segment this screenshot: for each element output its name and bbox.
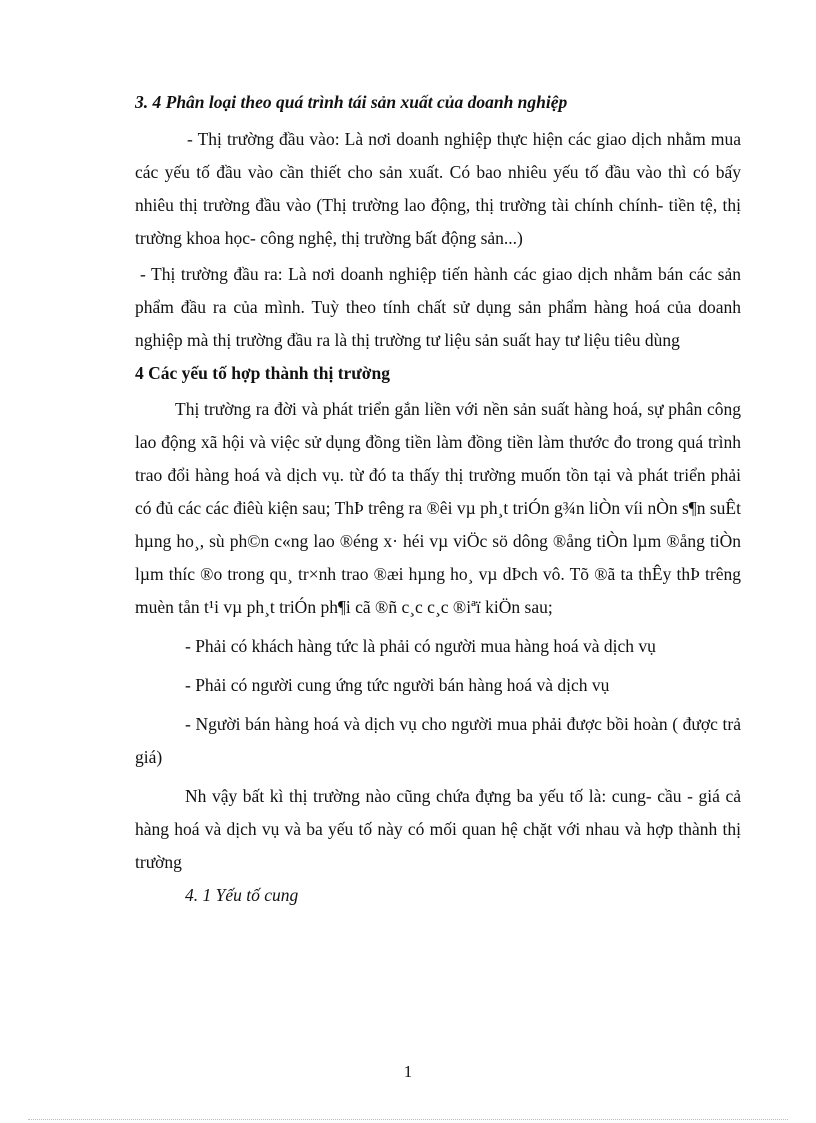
bullet-compensation: - Người bán hàng hoá và dịch vụ cho người mua phải được bồi hoàn ( được trả giá) (135, 714, 741, 767)
paragraph-three-factors: Nh vậy bất kì thị trường nào cũng chứa đựng ba yếu tố là: cung- cầu - giá cả hàng hoá và dịch vụ và ba yếu tố này có mối quan hệ chặt với nhau và hợp thành thị trường (135, 786, 741, 872)
document-body (135, 86, 741, 912)
bullet-customers: - Phải có khách hàng tức là phải có người mua hàng hoá và dịch vụ (185, 636, 656, 656)
paragraph-market-origin: Thị trường ra đời và phát triển gắn liền với nền sản suất hàng hoá, sự phân công lao động xã hội và việc sử dụng đồng tiền làm đồng tiền làm thước đo trong quá trình trao đổi hàng hoá và dịch vụ. từ đó ta thấy thị trường muốn tồn tại và phát triển phải có đủ các các điêù kiện sau; ThÞ trêng ra ®êi vµ ph¸t triÓn g¾n liÒn víi nÒn s¶n suÊt hµng ho¸, sù ph©n c«ng lao ®éng x· héi vµ viÖc sö dông ®ång tiÒn lµm ®ång tiÒn lµm thíc ®o trong qu¸ tr×nh trao ®æi hµng ho¸ vµ dÞch vô. Tõ ®ã ta thÊy thÞ trêng muèn tån t¹i vµ ph¸t triÓn ph¶i cã ®ñ c¸c c¸c ®iªï kiÖn sau; (135, 399, 741, 617)
paragraph-output-market: - Thị trường đầu ra: Là nơi doanh nghiệp tiến hành các giao dịch nhằm bán các sản phẩm đầu ra của mình. Tuỳ theo tính chất sử dụng sản phẩm hàng hoá của doanh nghiệp mà thị trường đầu ra là thị trường tư liệu sản suất hay tư liệu tiêu dùng (135, 264, 741, 350)
page-number: 1 (403, 1062, 413, 1081)
section-heading-4: 4 Các yếu tố hợp thành thị trường (135, 363, 390, 383)
paragraph-input-market: - Thị trường đầu vào: Là nơi doanh nghiệp thực hiện các giao dịch nhằm mua các yếu tố đầu vào cần thiết cho sản xuất. Có bao nhiêu yếu tố đầu vào thì có bấy nhiêu thị trường đầu vào (Thị trường lao động, thị trường tài chính chính- tiền tệ, thị trường khoa học- công nghệ, thị trường bất động sản...) (135, 129, 741, 248)
subsection-heading-4-1: 4. 1 Yếu tố cung (185, 885, 299, 905)
page-bottom-divider (28, 1119, 788, 1120)
bullet-suppliers: - Phải có người cung ứng tức người bán hàng hoá và dịch vụ (185, 675, 610, 695)
section-heading-3-4: 3. 4 Phân loại theo quá trình tái sản xuất của doanh nghiệp (135, 92, 568, 112)
